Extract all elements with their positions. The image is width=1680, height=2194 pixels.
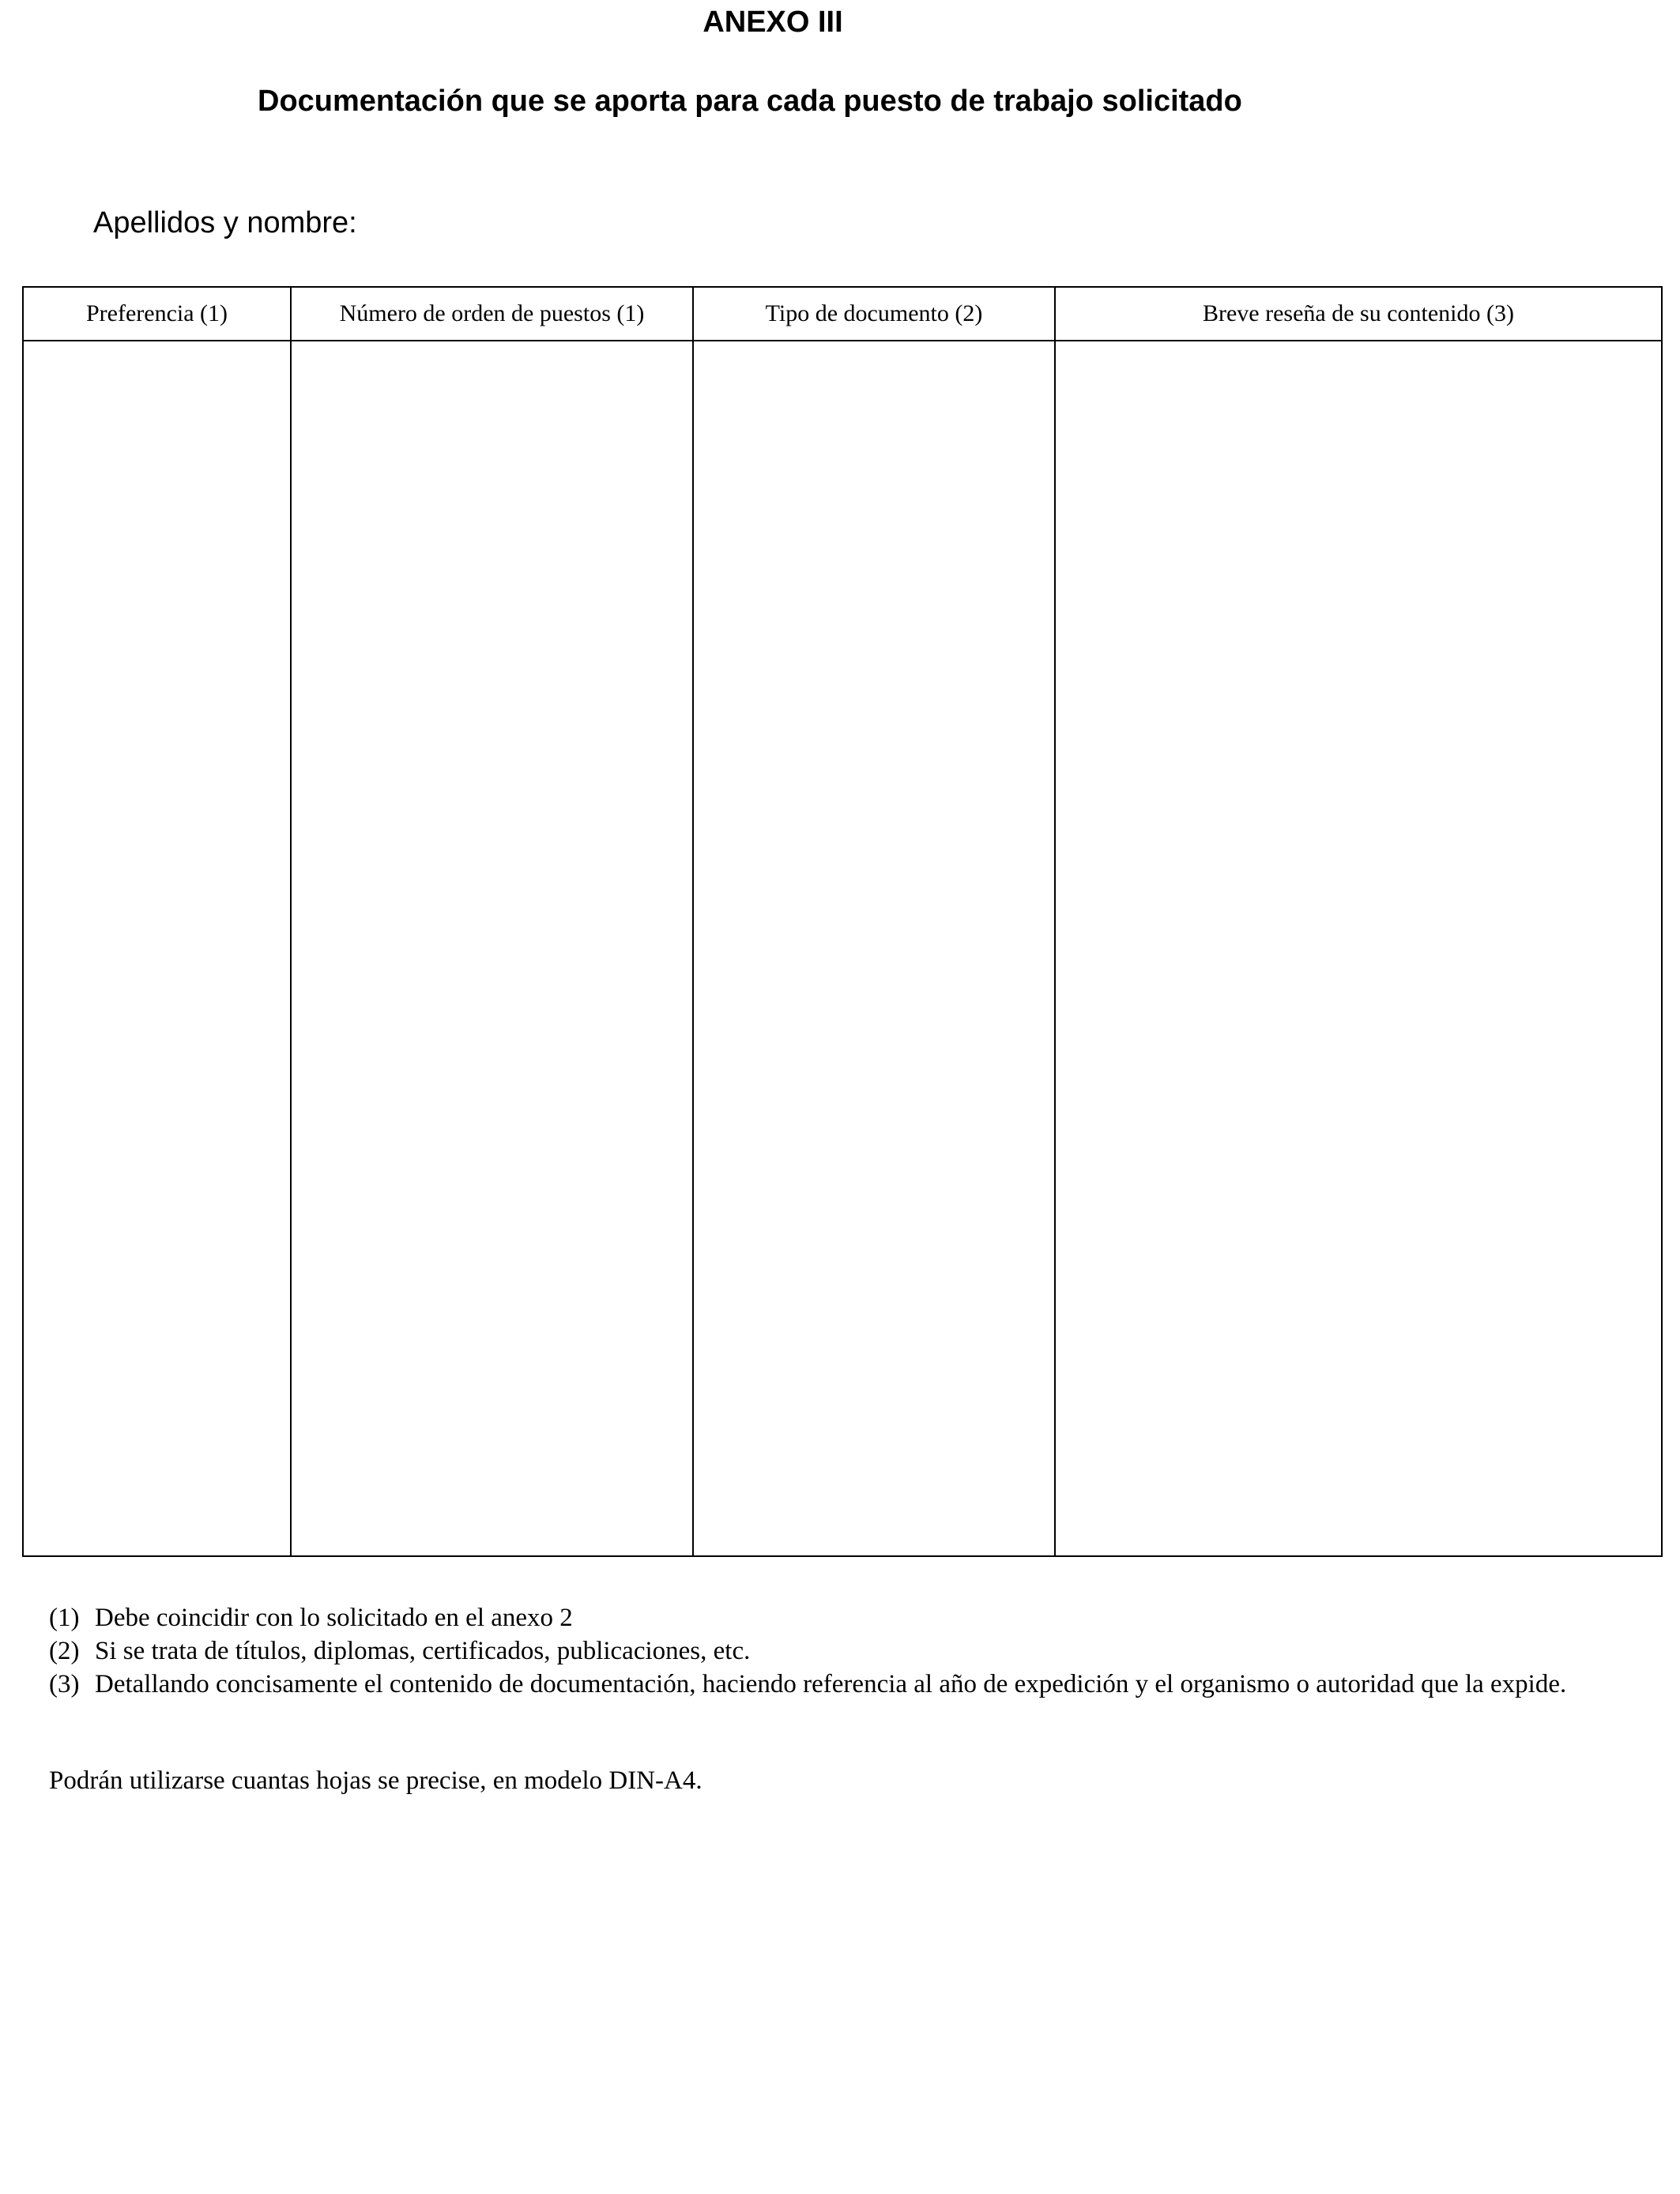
footnotes <box>49 1601 1590 1701</box>
column-header-preferencia: Preferencia (1) <box>23 287 291 341</box>
footnote-3 <box>49 1668 1590 1701</box>
footnote-marker: (1) <box>49 1604 80 1632</box>
footnote-text: Debe coincidir con lo solicitado en el anexo 2 <box>95 1604 573 1632</box>
closing-note: Podrán utilizarse cuantas hojas se precise, en modelo DIN-A4. <box>49 1766 703 1795</box>
table-header-row <box>23 287 1662 341</box>
column-header-tipo-documento: Tipo de documento (2) <box>693 287 1055 341</box>
annex-title: ANEXO III <box>703 6 843 39</box>
footnote-text: Si se trata de títulos, diplomas, certificados, publicaciones, etc. <box>95 1637 751 1665</box>
footnote-text: Detallando concisamente el contenido de documentación, haciendo referencia al año de expedición y el organismo o autoridad que la expide. <box>95 1670 1567 1698</box>
footnote-1 <box>49 1601 1590 1634</box>
cell-preferencia[interactable] <box>23 341 291 1556</box>
cell-numero-orden[interactable] <box>291 341 693 1556</box>
applicant-name-label: Apellidos y nombre: <box>93 206 357 239</box>
documentation-table <box>22 286 1663 1557</box>
table-row <box>23 341 1662 1556</box>
cell-resena-contenido[interactable] <box>1055 341 1662 1556</box>
footnote-marker: (3) <box>49 1670 80 1698</box>
column-header-resena-contenido: Breve reseña de su contenido (3) <box>1055 287 1662 341</box>
footnote-2 <box>49 1634 1590 1668</box>
column-header-numero-orden: Número de orden de puestos (1) <box>291 287 693 341</box>
footnote-marker: (2) <box>49 1637 80 1665</box>
document-subtitle: Documentación que se aporta para cada puesto de trabajo solicitado <box>258 85 1242 118</box>
cell-tipo-documento[interactable] <box>693 341 1055 1556</box>
